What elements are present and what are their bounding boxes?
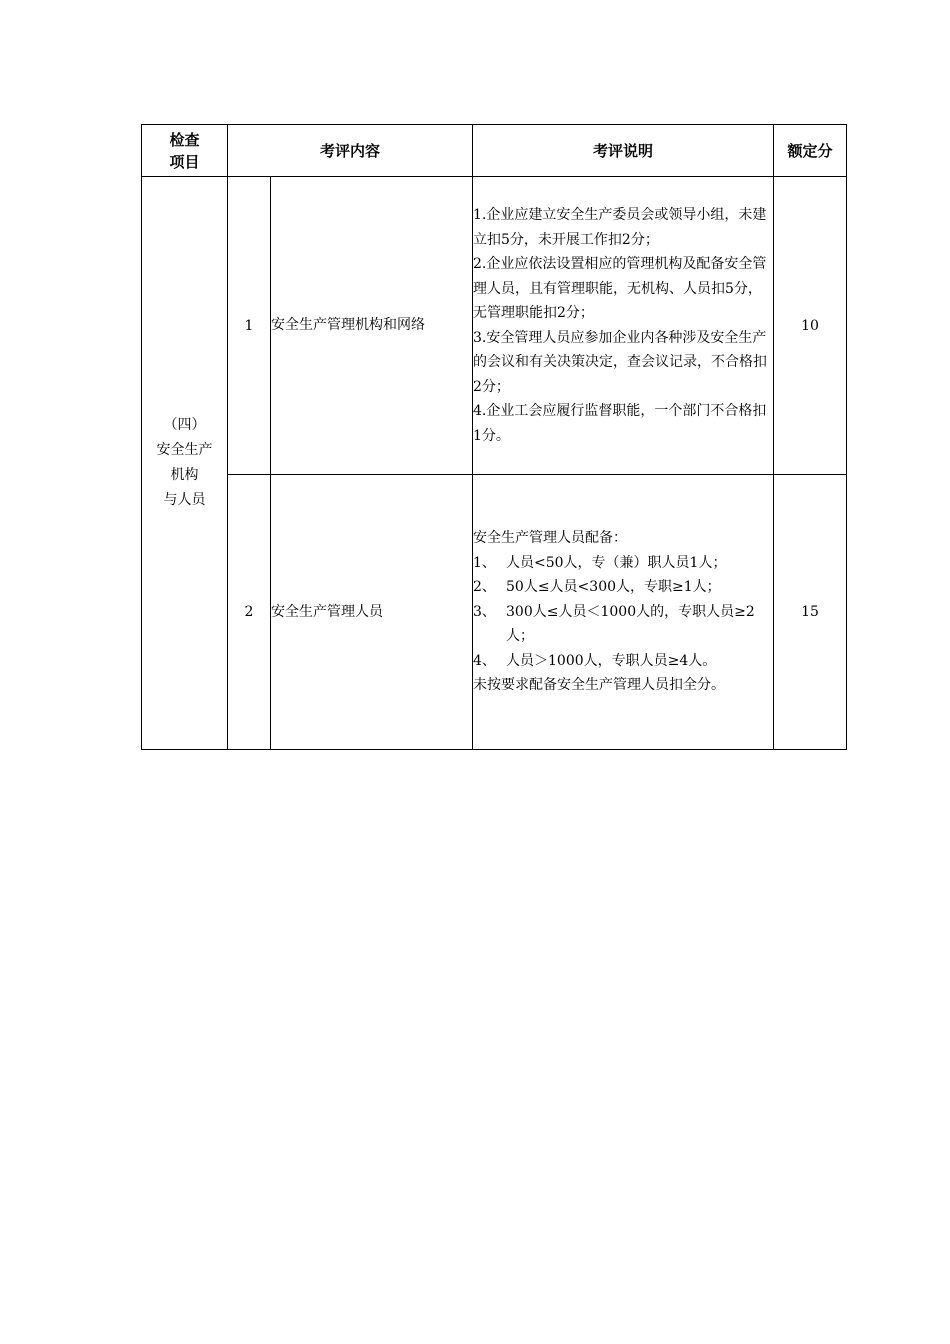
row-description [473,177,774,475]
description-item: 3.安全管理人员应参加企业内各种涉及安全生产的会议和有关决策决定，查会议记录，不合格扣2分； [473,329,768,395]
category-line2: 安全生产 [156,442,213,458]
category-line4: 与人员 [163,492,206,508]
list-text: 人员＞1000人，专职人员≥4人。 [506,652,717,669]
list-text: 300人≤人员＜1000人的，专职人员≥2人； [506,603,755,645]
list-text: 人员<50人，专（兼）职人员1人； [506,554,727,571]
description-list-item [473,600,773,649]
row-content: 安全生产管理人员 [271,475,473,750]
row-content: 安全生产管理机构和网络 [271,177,473,475]
row-number: 1 [228,177,271,475]
header-category-line2: 项目 [169,152,200,171]
description-item: 2.企业应依法设置相应的管理机构及配备安全管理人员，且有管理职能，无机构、人员扣5分，无管理职能扣2分； [473,256,767,321]
description-item: 1.企业应建立安全生产委员会或领导小组，未建立扣5分，未开展工作扣2分； [473,207,767,248]
header-score: 额定分 [774,125,847,177]
header-content: 考评内容 [228,125,473,177]
row-score: 10 [774,177,847,475]
description-outro: 未按要求配备安全生产管理人员扣全分。 [473,677,726,694]
table-row [142,177,847,475]
evaluation-table [141,124,847,750]
table-row [142,475,847,750]
description-list-item [473,649,773,674]
header-category [142,125,228,177]
list-marker: 4、 [473,652,496,669]
header-row [142,125,847,177]
category-line1: （四） [163,417,206,433]
row-number: 2 [228,475,271,750]
category-cell [142,177,228,750]
header-category-line1: 检查 [169,130,200,149]
description-list-item [473,551,773,576]
list-text: 50人≤人员<300人，专职≥1人； [506,579,721,596]
category-line3: 机构 [170,467,199,483]
list-marker: 1、 [473,554,496,571]
list-marker: 2、 [473,579,496,596]
row-score: 15 [774,475,847,750]
row-description [473,475,774,750]
list-marker: 3、 [473,603,496,620]
description-list-item [473,575,773,600]
description-intro: 安全生产管理人员配备： [473,530,628,547]
header-description: 考评说明 [473,125,774,177]
description-item: 4.企业工会应履行监督职能，一个部门不合格扣1分。 [473,403,767,444]
